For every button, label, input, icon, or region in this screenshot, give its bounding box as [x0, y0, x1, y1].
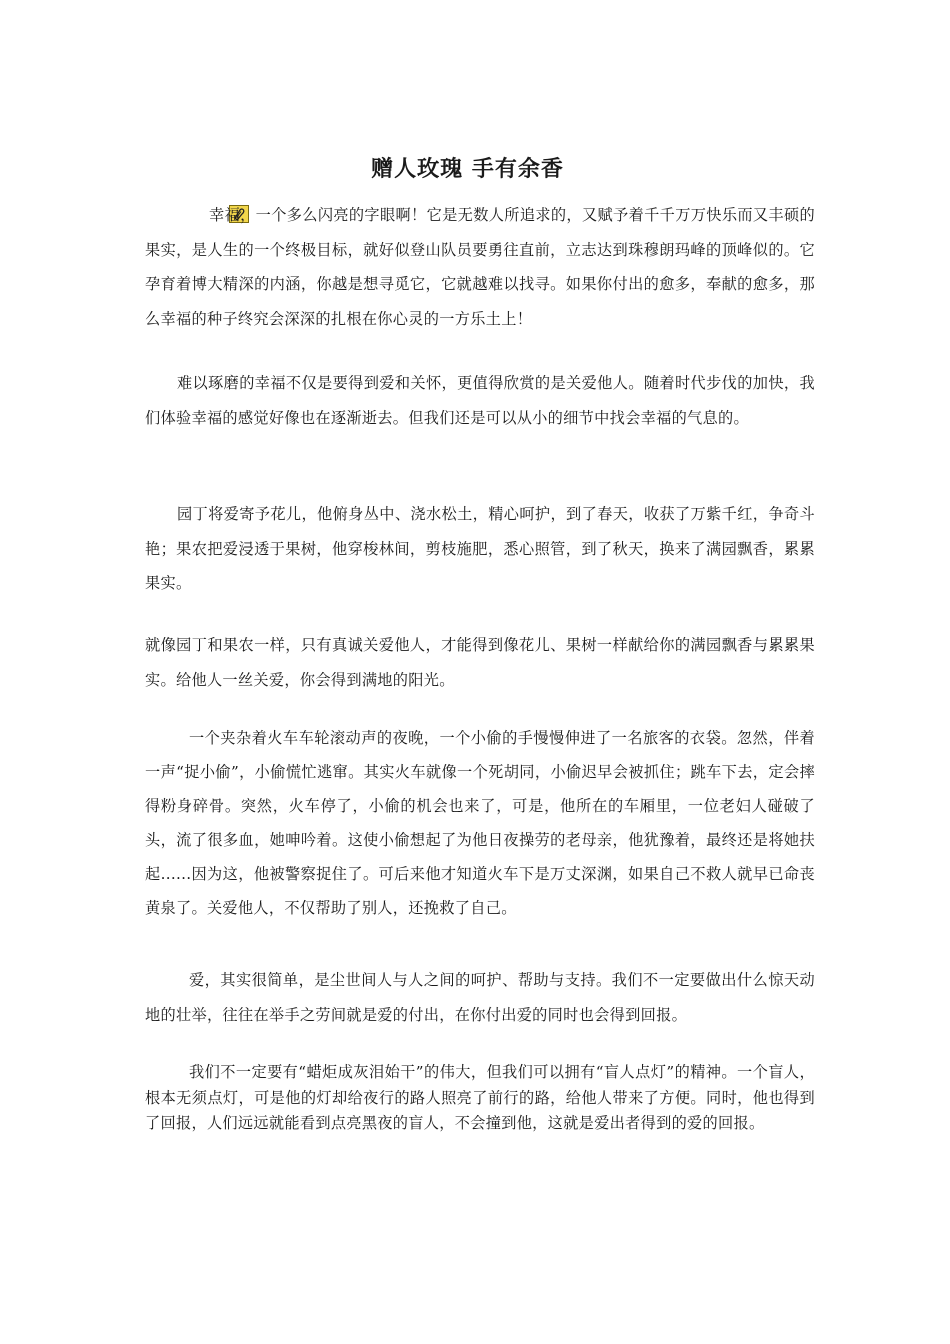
paragraph-4: 就像园丁和果农一样，只有真诚关爱他人，才能得到像花儿、果树一样献给你的满园飘香与累累果实。给他人一丝关爱，你会得到满地的阳光。	[145, 636, 815, 689]
paragraph-2: 难以琢磨的幸福不仅是要得到爱和关怀，更值得欣赏的是关爱他人。随着时代步伐的加快，我们体验幸福的感觉好像也在逐渐逝去。但我们还是可以从小的细节中找会幸福的气息的。	[145, 374, 815, 427]
paragraph-3: 园丁将爱寄予花儿，他俯身丛中、浇水松土，精心呵护，到了春天，收获了万紫千红，争奇斗艳；果农把爱浸透于果树，他穿梭林间，剪枝施肥，悉心照管，到了秋天，换来了满园飘香，累累果实。	[145, 505, 815, 592]
paragraph-6: 爱，其实很简单，是尘世间人与人之间的呵护、帮助与支持。我们不一定要做出什么惊天动地的壮举，往往在举手之劳间就是爱的付出，在你付出爱的同时也会得到回报。	[145, 971, 815, 1024]
paragraph-1	[145, 198, 815, 336]
paragraph-7: 我们不一定要有“蜡炬成灰泪始干”的伟大，但我们可以拥有“盲人点灯”的精神。一个盲人，根本无须点灯，可是他的灯却给夜行的路人照亮了前行的路，给他人带来了方便。同时，他也得到了回报，人们远远就能看到点亮黑夜的盲人，不会撞到他，这就是爱出者得到的爱的回报。	[145, 1063, 815, 1132]
paragraph-5: 一个夹杂着火车车轮滚动声的夜晚，一个小偷的手慢慢伸进了一名旅客的衣袋。忽然，伴着一声“捉小偷”，小偷慌忙逃窜。其实火车就像一个死胡同，小偷迟早会被抓住；跳车下去，定会摔得粉身碎骨。突然，火车停了，小偷的机会也来了，可是，他所在的车厢里，一位老妇人碰破了头，流了很多血，她呻吟着。这使小偷想起了为他日夜操劳的老母亲，他犹豫着，最终还是将她扶起......因为这，他被警察捉住了。可后来他才知道火车下是万丈深渊，如果自己不救人就早已命丧黄泉了。关爱他人，不仅帮助了别人，还挽救了自己。	[145, 729, 815, 917]
paragraph-1-text: 幸福，一个多么闪亮的字眼啊！它是无数人所追求的，又赋予着千千万万快乐而又丰硕的果实，是人生的一个终极目标，就好似登山队员要勇往直前，立志达到珠穆朗玛峰的顶峰似的。它孕育着博大精深的内涵，你越是想寻觅它，它就越难以找寻。如果你付出的愈多，奉献的愈多，那么幸福的种子终究会深深的扎根在你心灵的一方乐土上！	[145, 206, 815, 328]
document-link-icon[interactable]	[187, 201, 207, 219]
document-title: 赠人玫瑰 手有余香	[371, 157, 564, 182]
